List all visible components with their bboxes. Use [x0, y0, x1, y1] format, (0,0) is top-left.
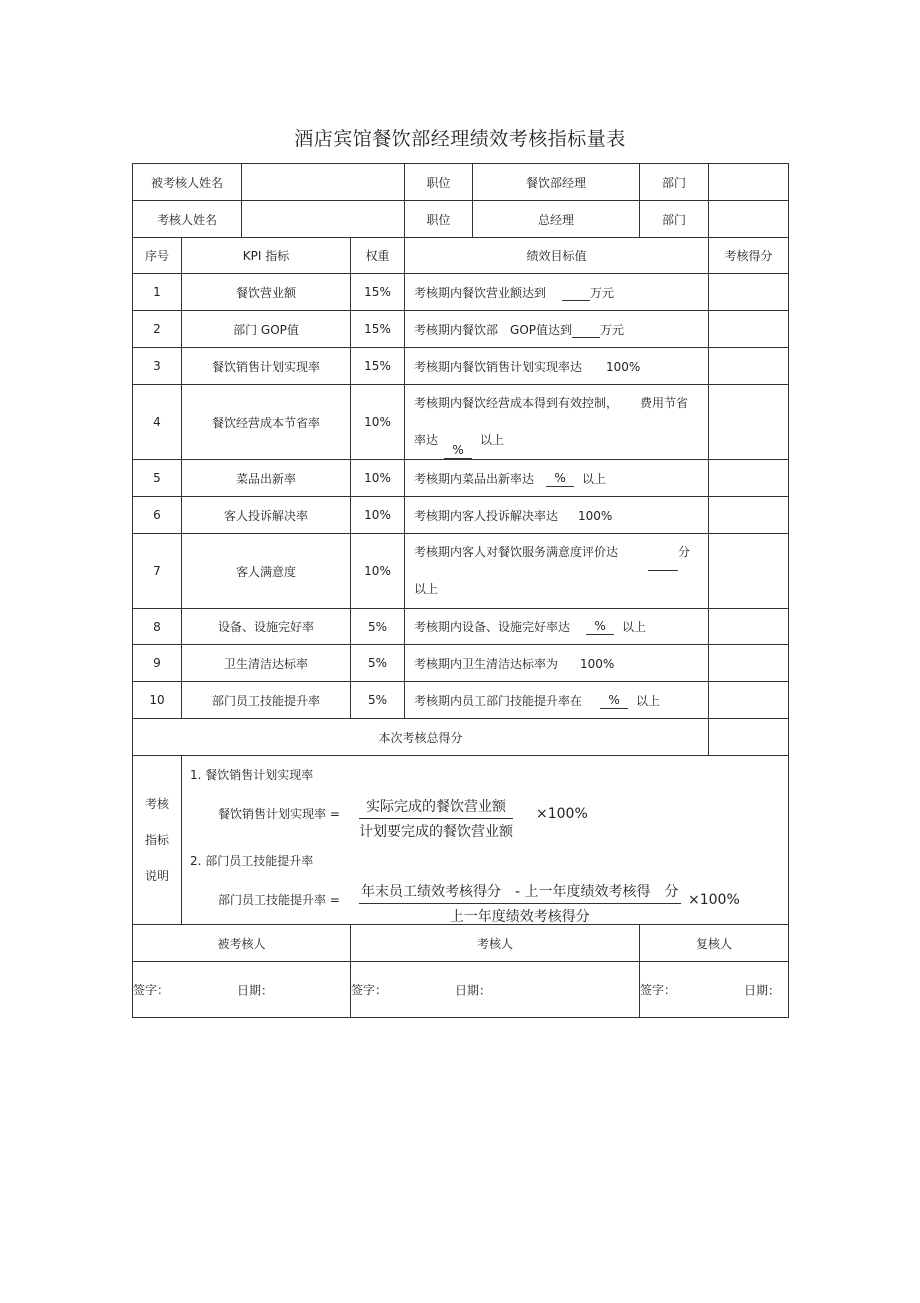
assessor-position-label: 职位 [405, 201, 473, 238]
note-item1-multiplier: ×100% [536, 806, 588, 822]
col-no: 序号 [133, 238, 182, 274]
row-kpi: 客人满意度 [182, 534, 351, 609]
row-weight: 15% [351, 311, 405, 348]
target-text-line2: 率达 [414, 433, 439, 447]
target-value: 100% [606, 359, 641, 374]
row-no: 1 [133, 274, 182, 311]
row-no: 3 [133, 348, 182, 385]
note-item1-numerator: 实际完成的餐饮营业额 [359, 796, 513, 819]
percent-sign: % [608, 692, 620, 707]
table-row [133, 609, 789, 645]
notes-side-line: 说明 [144, 869, 169, 883]
notes-side-label [133, 756, 182, 925]
row-kpi: 餐饮销售计划实现率 [182, 348, 351, 385]
notes-content [182, 756, 789, 925]
row-target [405, 497, 709, 534]
row-weight: 5% [351, 682, 405, 719]
row-weight: 10% [351, 460, 405, 497]
sig-cell-assessee[interactable] [133, 962, 351, 1018]
table-row [133, 534, 789, 609]
assessee-name-field[interactable] [242, 164, 405, 201]
date-label: 日期： [744, 983, 781, 997]
note-item2-multiplier: ×100% [688, 892, 740, 908]
target-suffix: 以上 [582, 471, 607, 486]
table-row [133, 348, 789, 385]
target-unit: 分 [678, 545, 691, 559]
assessor-dept-label: 部门 [640, 201, 709, 238]
notes-side-line: 考核 [144, 797, 169, 811]
table-row [133, 682, 789, 719]
row-target [405, 682, 709, 719]
row-target [405, 460, 709, 497]
row-score-field[interactable] [709, 311, 789, 348]
row-score-field[interactable] [709, 460, 789, 497]
target-value: 100% [580, 656, 615, 671]
row-no: 9 [133, 645, 182, 682]
page-title: 酒店宾馆餐饮部经理绩效考核指标量表 [294, 128, 626, 150]
row-weight: 10% [351, 497, 405, 534]
row-weight: 5% [351, 609, 405, 645]
row-target [405, 645, 709, 682]
note-item1-fraction [359, 796, 513, 841]
row-kpi: 部门员工技能提升率 [182, 682, 351, 719]
notes-row [133, 756, 789, 925]
note-item1-label: 餐饮销售计划实现率 = [218, 807, 340, 821]
target-text-cont: 费用节省 [640, 396, 689, 410]
row-kpi: 部门 GOP值 [182, 311, 351, 348]
date-label: 日期： [237, 983, 274, 997]
signature-header-row [133, 925, 789, 962]
date-label: 日期： [455, 983, 492, 997]
row-no: 5 [133, 460, 182, 497]
table-row [133, 460, 789, 497]
blank-field[interactable] [572, 322, 600, 338]
header-row-assessor [133, 201, 789, 238]
row-kpi: 餐饮营业额 [182, 274, 351, 311]
row-kpi: 菜品出新率 [182, 460, 351, 497]
row-no: 2 [133, 311, 182, 348]
row-score-field[interactable] [709, 534, 789, 609]
row-kpi: 餐饮经营成本节省率 [182, 385, 351, 460]
note-item1-denominator: 计划要完成的餐饮营业额 [359, 824, 513, 840]
note-item2-fraction [359, 881, 681, 926]
assessor-dept-field[interactable] [709, 201, 789, 238]
table-row [133, 311, 789, 348]
total-score-field[interactable] [709, 719, 789, 756]
row-weight: 15% [351, 274, 405, 311]
target-text: 考核期内菜品出新率达 [414, 471, 535, 486]
assessor-name-label: 考核人姓名 [133, 201, 242, 238]
row-no: 8 [133, 609, 182, 645]
target-text: 考核期内客人投诉解决率达 [414, 508, 559, 523]
col-kpi: KPI 指标 [182, 238, 351, 274]
row-score-field[interactable] [709, 274, 789, 311]
sig-cell-assessor[interactable] [351, 962, 640, 1018]
assessor-position-value: 总经理 [473, 201, 640, 238]
row-kpi: 客人投诉解决率 [182, 497, 351, 534]
sign-label: 签字： [640, 983, 677, 997]
table-row [133, 385, 789, 460]
target-text: 考核期内餐饮部 GOP值达到 [414, 322, 572, 337]
sig-cell-reviewer[interactable] [640, 962, 789, 1018]
target-text: 考核期内餐饮营业额达到 [414, 285, 547, 300]
target-unit: 万元 [590, 285, 615, 300]
total-score-row [133, 719, 789, 756]
row-no: 6 [133, 497, 182, 534]
target-text: 考核期内员工部门技能提升率在 [414, 693, 583, 708]
blank-field[interactable] [648, 555, 678, 571]
target-text: 考核期内卫生清洁达标率为 [414, 656, 559, 671]
row-kpi: 设备、设施完好率 [182, 609, 351, 645]
row-target [405, 348, 709, 385]
note-item2-numerator: 年末员工绩效考核得分 - 上一年度绩效考核得 分 [359, 881, 681, 904]
row-kpi: 卫生清洁达标率 [182, 645, 351, 682]
row-weight: 15% [351, 348, 405, 385]
col-target: 绩效目标值 [405, 238, 709, 274]
column-header-row [133, 238, 789, 274]
target-suffix: 以上 [636, 693, 661, 708]
row-target [405, 385, 709, 460]
row-score-field[interactable] [709, 645, 789, 682]
assessee-dept-label: 部门 [640, 164, 709, 201]
row-no: 7 [133, 534, 182, 609]
assessee-position-value: 餐饮部经理 [473, 164, 640, 201]
sign-label: 签字： [133, 983, 170, 997]
kpi-form-table [132, 163, 789, 1018]
note-item2-title: 2. 部门员工技能提升率 [190, 854, 314, 868]
row-target [405, 609, 709, 645]
row-target [405, 311, 709, 348]
signature-row [133, 962, 789, 1018]
target-suffix: 以上 [622, 620, 647, 634]
target-value: 100% [578, 508, 613, 523]
target-text: 考核期内餐饮销售计划实现率达 [414, 359, 583, 374]
row-score-field[interactable] [709, 497, 789, 534]
target-text: 考核期内客人对餐饮服务满意度评价达 [414, 545, 619, 559]
blank-field[interactable] [444, 443, 472, 459]
assessee-name-label: 被考核人姓名 [133, 164, 242, 201]
col-score: 考核得分 [709, 238, 789, 274]
header-row-assessee [133, 164, 789, 201]
row-score-field[interactable] [709, 348, 789, 385]
sign-label: 签字： [351, 983, 388, 997]
note-item1-title: 1. 餐饮销售计划实现率 [190, 768, 314, 782]
assessee-position-label: 职位 [405, 164, 473, 201]
table-row [133, 274, 789, 311]
table-row [133, 645, 789, 682]
notes-side-line: 指标 [144, 833, 169, 847]
target-suffix: 以上 [414, 582, 439, 596]
row-score-field[interactable] [709, 682, 789, 719]
assessee-dept-field[interactable] [709, 164, 789, 201]
row-score-field[interactable] [709, 609, 789, 645]
target-suffix: 以上 [480, 433, 505, 447]
sig-header-assessor: 考核人 [351, 925, 640, 962]
percent-sign: % [594, 619, 606, 633]
row-no: 10 [133, 682, 182, 719]
percent-sign: % [554, 470, 566, 485]
note-item2-label: 部门员工技能提升率 = [218, 893, 340, 907]
row-no: 4 [133, 385, 182, 460]
row-weight: 10% [351, 534, 405, 609]
table-row [133, 497, 789, 534]
row-weight: 10% [351, 385, 405, 460]
assessor-name-field[interactable] [242, 201, 405, 238]
target-unit: 万元 [600, 322, 625, 337]
sig-header-assessee: 被考核人 [133, 925, 351, 962]
blank-field[interactable] [562, 285, 590, 301]
note-item2-denominator: 上一年度绩效考核得分 [449, 909, 590, 925]
total-score-label: 本次考核总得分 [133, 719, 709, 756]
row-target [405, 534, 709, 609]
blank-field[interactable] [586, 619, 614, 635]
percent-sign: % [452, 443, 464, 457]
sig-header-reviewer: 复核人 [640, 925, 789, 962]
row-weight: 5% [351, 645, 405, 682]
target-text: 考核期内餐饮经营成本得到有效控制， [414, 396, 619, 410]
blank-field[interactable] [600, 693, 628, 709]
target-text: 考核期内设备、设施完好率达 [414, 620, 571, 634]
row-target [405, 274, 709, 311]
col-weight: 权重 [351, 238, 405, 274]
blank-field[interactable] [546, 471, 574, 487]
row-score-field[interactable] [709, 385, 789, 460]
